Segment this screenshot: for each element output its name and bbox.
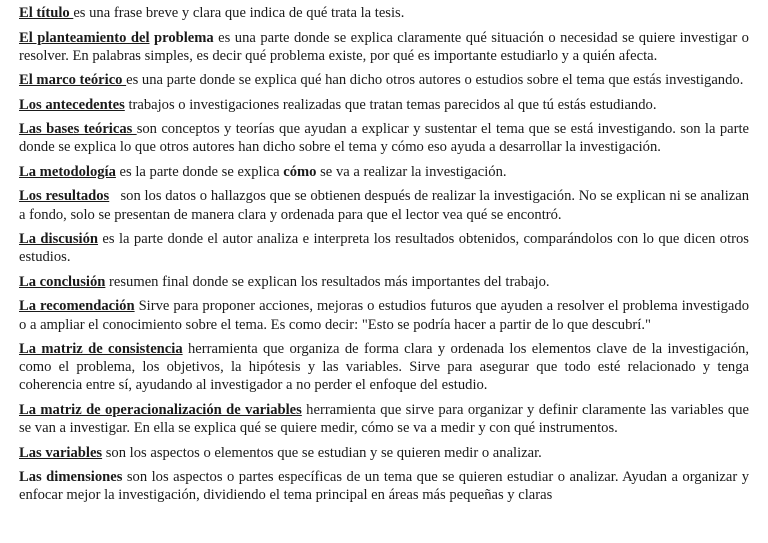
- term-label: Los antecedentes: [19, 96, 125, 113]
- definition-text: es la parte donde se explica: [115, 163, 284, 180]
- definition-titulo: [19, 4, 749, 22]
- definition-planteamiento: [19, 29, 749, 65]
- definition-text: son los aspectos o elementos que se estudian y se quieren medir o analizar.: [102, 444, 542, 461]
- definition-text: son los aspectos o partes específicas de un tema que se quieren estudiar o analizar. Ayudan a organizar y enfocar mejor la investigación, dividiendo el tema principal en áreas más pequeñas y claras: [19, 469, 749, 504]
- definition-metodologia: [19, 163, 749, 181]
- definition-antecedentes: [19, 96, 749, 114]
- term-label: La conclusión: [19, 273, 106, 290]
- term-label: El marco teórico: [19, 72, 127, 89]
- term-label: El título: [19, 5, 74, 21]
- definition-text: son los datos o hallazgos que se obtienen después de realizar la investigación. No se explican ni se analizan a fondo, solo se presentan de manera clara y ordenada para que el lector vea qué se encontró.: [19, 188, 753, 223]
- definition-marco-teorico: [19, 71, 749, 89]
- definition-text: es una parte donde se explica qué han dicho otros autores o estudios sobre el tema que estás investigando.: [126, 72, 744, 89]
- definition-discusion: [19, 230, 749, 266]
- definition-recomendacion: [19, 297, 749, 333]
- definition-text: es una frase breve y clara que indica de qué trata la tesis.: [73, 5, 405, 21]
- definition-text: es una parte donde se explica claramente qué situación o necesidad se quiere investigar o resolver. En palabras simples, es decir qué problema existe, por qué es importante estudiarlo y a quién afecta.: [19, 29, 749, 64]
- definition-dimensiones: [19, 468, 749, 504]
- term-label: Las bases teóricas: [19, 121, 137, 138]
- term-label: La discusión: [19, 231, 99, 248]
- definition-matriz-operacionalizacion: [19, 401, 749, 437]
- definition-text: herramienta que organiza de forma clara y ordenada los elementos clave de la investigación, como el problema, los objetivos, la hipótesis y las variables. Sirve para asegurar que todo esté relacionado y tenga coherencia entre sí, ayudando al investigador a no perder el enfoque del estudio.: [19, 341, 749, 394]
- definition-bases-teoricas: [19, 120, 749, 156]
- definition-text: trabajos o investigaciones realizadas que tratan temas parecidos al que tú estás estudiando.: [124, 96, 657, 113]
- definition-text: herramienta que sirve para organizar y definir claramente las variables que se van a investigar. En ella se explica qué se quiere medir, cómo se va a medir y con qué instrumentos.: [19, 401, 749, 437]
- definition-variables: [19, 444, 749, 462]
- term-label: La recomendación: [19, 298, 135, 315]
- term-label: La metodología: [19, 163, 116, 180]
- definition-text: son conceptos y teorías que ayudan a explicar y sustentar el tema que se está investigando. son la parte donde se explica lo que otros autores han dicho sobre el tema y cómo eso ayuda a desarrollar la investigación.: [19, 121, 749, 156]
- definition-resultados: [19, 187, 753, 223]
- definition-conclusion: [19, 273, 749, 291]
- term-label: Los resultados: [19, 188, 110, 205]
- definition-text: Sirve para proponer acciones, mejoras o estudios futuros que ayuden a resolver el problema investigado o a ampliar el conocimiento sobre el tema. Es como decir: "Esto se podría hacer a partir de lo que descubrí.": [19, 298, 749, 333]
- term-label: Las dimensiones: [19, 469, 123, 486]
- definition-matriz-consistencia: [19, 340, 749, 395]
- term-label: El planteamiento del problema: [19, 29, 214, 46]
- definition-text: es la parte donde el autor analiza e interpreta los resultados obtenidos, comparándolos con lo que dicen otros estudios.: [19, 231, 749, 266]
- term-label: Las variables: [19, 444, 103, 461]
- definition-text: resumen final donde se explican los resultados más importantes del trabajo.: [105, 273, 550, 290]
- definition-text: se va a realizar la investigación.: [316, 163, 507, 180]
- term-label: La matriz de consistencia: [19, 341, 183, 358]
- emphasis-como: cómo: [283, 163, 317, 180]
- term-label: La matriz de operacionalización de variables: [19, 401, 302, 418]
